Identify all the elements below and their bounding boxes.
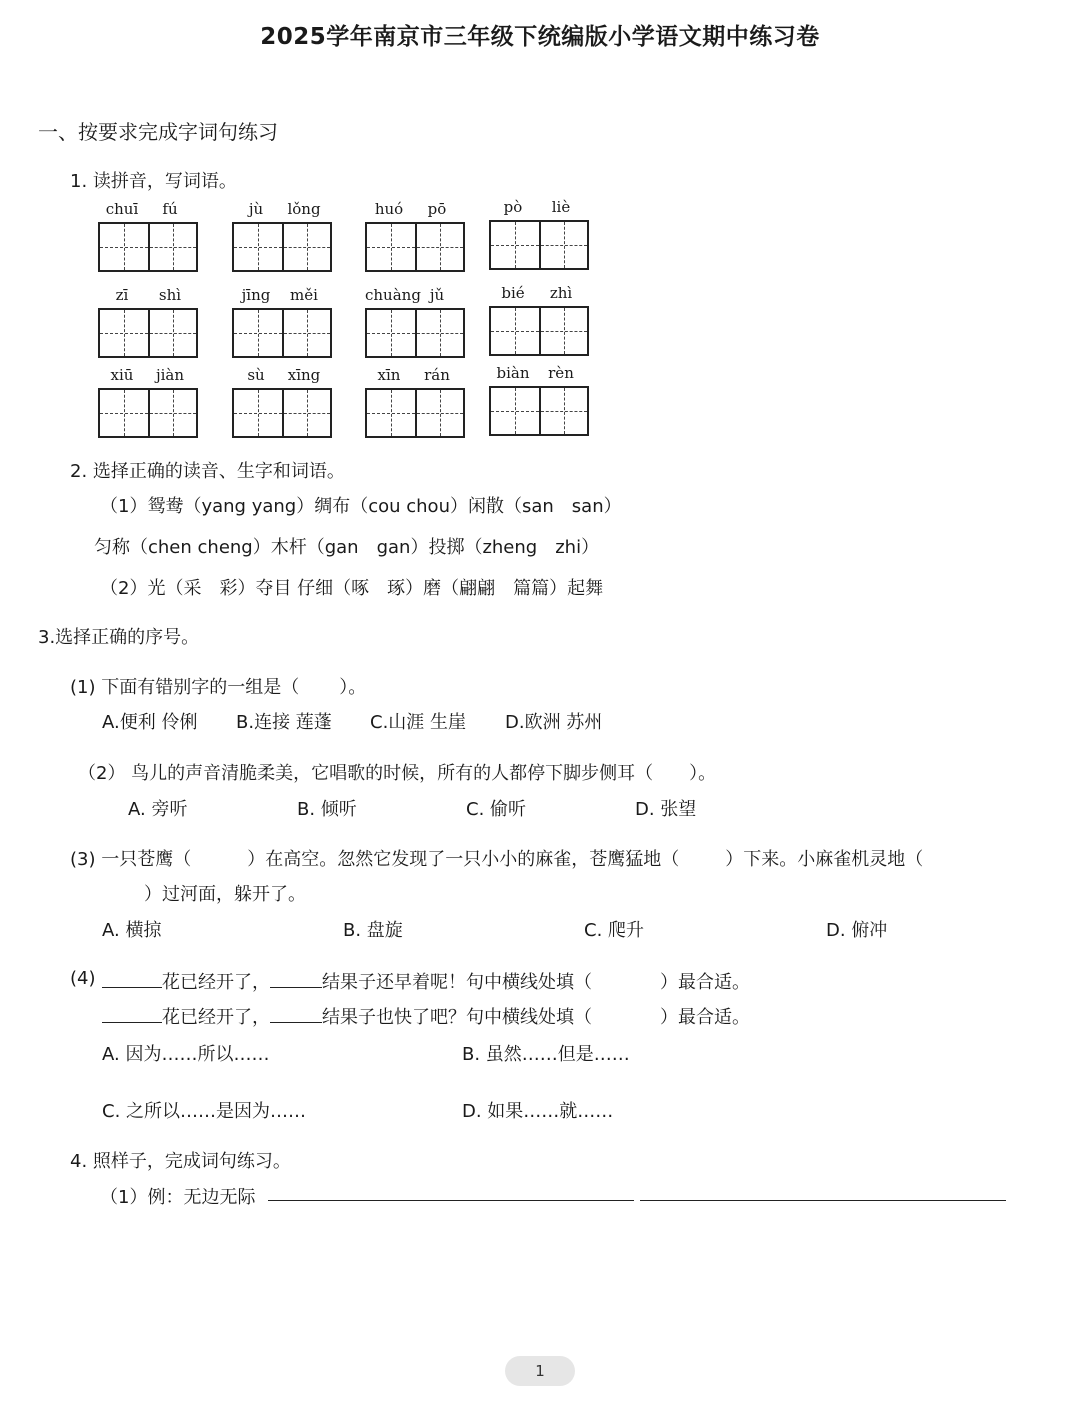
pinyin-syllable: bié bbox=[501, 284, 525, 302]
page-title: 2025学年南京市三年级下统编版小学语文期中练习卷 bbox=[260, 24, 820, 50]
stem-text: ）。 bbox=[339, 677, 367, 698]
pinyin-syllable: xiū bbox=[110, 366, 134, 384]
option: B. 盘旋 bbox=[343, 920, 403, 941]
option: B. 虽然……但是…… bbox=[462, 1044, 630, 1065]
answer-line[interactable] bbox=[640, 1200, 1006, 1201]
question-3-heading: 3.选择正确的序号。 bbox=[38, 627, 200, 648]
stem-text: (1) 下面有错别字的一组是（ bbox=[70, 677, 300, 698]
writing-grid[interactable] bbox=[365, 308, 465, 358]
writing-grid[interactable] bbox=[98, 222, 198, 272]
option: C. 之所以……是因为…… bbox=[102, 1101, 307, 1122]
question-3-4-line-1 bbox=[102, 968, 750, 994]
question-4-example: （1）例：无边无际 bbox=[100, 1187, 256, 1208]
pinyin-syllable: xīn bbox=[377, 366, 401, 384]
writing-grid[interactable] bbox=[232, 222, 332, 272]
pinyin-syllable: zī bbox=[115, 286, 129, 304]
stem-text: 结果子还早着呢！句中横线处填（ bbox=[322, 972, 592, 993]
option: D. 如果……就…… bbox=[462, 1101, 614, 1122]
pinyin-syllable: jù bbox=[248, 200, 264, 218]
pinyin-syllable: zhì bbox=[549, 284, 573, 302]
writing-grid[interactable] bbox=[489, 306, 589, 356]
writing-grid[interactable] bbox=[232, 308, 332, 358]
pinyin-syllable: biàn bbox=[496, 364, 530, 382]
option: A.便利 伶俐 bbox=[102, 712, 198, 733]
pinyin-syllable: sù bbox=[247, 366, 265, 384]
option: A. 横掠 bbox=[102, 920, 162, 941]
stem-text: ）最合适。 bbox=[660, 972, 750, 993]
pinyin-syllable: fú bbox=[162, 200, 178, 218]
pinyin-syllable: jīng bbox=[241, 286, 271, 304]
question-4-heading: 4. 照样子，完成词句练习。 bbox=[70, 1151, 291, 1172]
stem-text: 结果子也快了吧？句中横线处填（ bbox=[322, 1007, 592, 1028]
pinyin-syllable: chuàng bbox=[365, 286, 421, 304]
fill-blank[interactable] bbox=[270, 1006, 322, 1023]
stem-text: ）。 bbox=[689, 763, 717, 784]
pinyin-syllable: rèn bbox=[548, 364, 574, 382]
writing-grid[interactable] bbox=[489, 386, 589, 436]
fill-blank[interactable] bbox=[270, 971, 322, 988]
question-2-line-1: （1）鸳鸯（yang yang）绸布（cou chou）闲散（san san） bbox=[100, 496, 622, 517]
writing-grid[interactable] bbox=[98, 388, 198, 438]
question-1-heading: 1. 读拼音，写词语。 bbox=[70, 171, 237, 192]
option: D. 俯冲 bbox=[826, 920, 888, 941]
pinyin-syllable: rán bbox=[424, 366, 450, 384]
stem-text: 花已经开了， bbox=[162, 1007, 270, 1028]
answer-line[interactable] bbox=[268, 1200, 634, 1201]
fill-blank[interactable] bbox=[102, 971, 162, 988]
pinyin-syllable: liè bbox=[551, 198, 571, 216]
writing-grid[interactable] bbox=[365, 222, 465, 272]
pinyin-syllable: pō bbox=[427, 200, 447, 218]
option: A. 旁听 bbox=[128, 799, 188, 820]
pinyin-syllable: lǒng bbox=[287, 200, 321, 218]
question-3-3-stem-cont: ）过河面，躲开了。 bbox=[144, 884, 306, 905]
option: A. 因为……所以…… bbox=[102, 1044, 270, 1065]
pinyin-syllable: shì bbox=[158, 286, 182, 304]
writing-grid[interactable] bbox=[98, 308, 198, 358]
stem-text: （2） 鸟儿的声音清脆柔美，它唱歌的时候，所有的人都停下脚步侧耳（ bbox=[78, 763, 654, 784]
question-3-2-stem bbox=[78, 759, 716, 785]
option: B.连接 莲蓬 bbox=[236, 712, 332, 733]
question-2-line-3: （2）光（采 彩）夺目 仔细（啄 琢）磨（翩翩 篇篇）起舞 bbox=[100, 578, 604, 599]
option: D.欧洲 苏州 bbox=[505, 712, 603, 733]
option: C. 偷听 bbox=[466, 799, 527, 820]
question-3-1-stem bbox=[70, 673, 366, 699]
stem-text: (3) 一只苍鹰（ bbox=[70, 849, 192, 870]
stem-text: ）最合适。 bbox=[660, 1007, 750, 1028]
pinyin-syllable: huó bbox=[374, 200, 404, 218]
writing-grid[interactable] bbox=[365, 388, 465, 438]
pinyin-syllable: chuī bbox=[105, 200, 139, 218]
question-3-4-line-2 bbox=[102, 1003, 750, 1029]
pinyin-syllable: jǔ bbox=[429, 286, 445, 304]
stem-text: 花已经开了， bbox=[162, 972, 270, 993]
writing-grid[interactable] bbox=[232, 388, 332, 438]
question-3-3-stem bbox=[70, 845, 923, 871]
page-number: 1 bbox=[505, 1356, 575, 1386]
question-number: (4) bbox=[70, 968, 96, 989]
fill-blank[interactable] bbox=[102, 1006, 162, 1023]
stem-text: ）下来。小麻雀机灵地（ bbox=[725, 849, 924, 870]
pinyin-syllable: měi bbox=[290, 286, 318, 304]
option: C.山涯 生崖 bbox=[370, 712, 467, 733]
question-2-heading: 2. 选择正确的读音、生字和词语。 bbox=[70, 461, 345, 482]
section-heading: 一、按要求完成字词句练习 bbox=[38, 120, 278, 144]
option: D. 张望 bbox=[635, 799, 697, 820]
option: C. 爬升 bbox=[584, 920, 645, 941]
pinyin-syllable: jiàn bbox=[155, 366, 185, 384]
writing-grid[interactable] bbox=[489, 220, 589, 270]
pinyin-syllable: xīng bbox=[287, 366, 321, 384]
question-2-line-2: 匀称（chen cheng）木杆（gan gan）投掷（zheng zhi） bbox=[94, 537, 600, 558]
option: B. 倾听 bbox=[297, 799, 357, 820]
stem-text: ）在高空。忽然它发现了一只小小的麻雀，苍鹰猛地（ bbox=[247, 849, 680, 870]
pinyin-syllable: pò bbox=[503, 198, 523, 216]
